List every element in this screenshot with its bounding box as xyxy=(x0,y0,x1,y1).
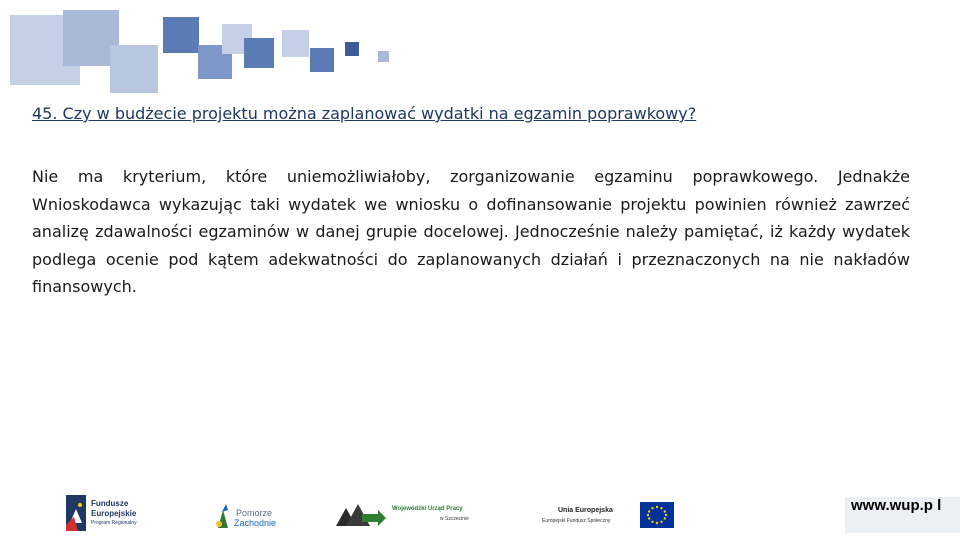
decor-square xyxy=(244,38,274,68)
wup-icon xyxy=(336,500,386,530)
decor-square xyxy=(110,45,158,93)
decor-square xyxy=(310,48,334,72)
decor-square xyxy=(163,17,199,53)
logo-unia-europejska xyxy=(540,500,680,532)
decor-square xyxy=(378,51,389,62)
logo-fe-line1: Fundusze xyxy=(91,499,129,508)
website-url: www.wup.p l xyxy=(845,497,960,533)
decor-square xyxy=(282,30,309,57)
logo-fundusze-europejskie xyxy=(66,495,161,533)
logo-ue-line1: Unia Europejska xyxy=(558,507,613,514)
slide-title: 45. Czy w budżecie projektu można zaplanować wydatki na egzamin poprawkowy? xyxy=(32,104,697,123)
logo-pz-line1: Pomorze xyxy=(236,508,273,518)
logo-wup xyxy=(336,500,481,530)
logo-wup-line1: Wojewódzki Urząd Pracy xyxy=(392,506,463,512)
logo-fe-line2: Europejskie xyxy=(91,509,137,518)
decor-square xyxy=(345,42,359,56)
logo-ue-line2: Europejski Fundusz Społeczny xyxy=(542,518,611,524)
logo-pz-line2: Zachodnie xyxy=(234,518,277,528)
logo-fe-line3: Program Regionalny xyxy=(91,520,137,526)
slide-body: Nie ma kryterium, które uniemożliwiałoby, zorganizowanie egzaminu poprawkowego. Jednakże Wnioskodawca wykazując taki wydatek we wniosku o dofinansowanie projektu powinien również zawrzeć analizę zdawalności egzaminów w danej grupie docelowej. Jednocześnie należy pamiętać, iż każdy wydatek podlega ocenie pod kątem adekwatności do zaplanowanych działań i przeznaczonych na nie nakładów finansowych. xyxy=(32,167,910,296)
fundusze-europejskie-icon xyxy=(66,495,86,531)
logo-pomorze-zachodnie xyxy=(214,500,279,532)
pomorze-zachodnie-icon xyxy=(214,502,232,530)
logo-wup-line2: w Szczecinie xyxy=(440,516,469,522)
eu-flag-icon xyxy=(640,502,674,528)
